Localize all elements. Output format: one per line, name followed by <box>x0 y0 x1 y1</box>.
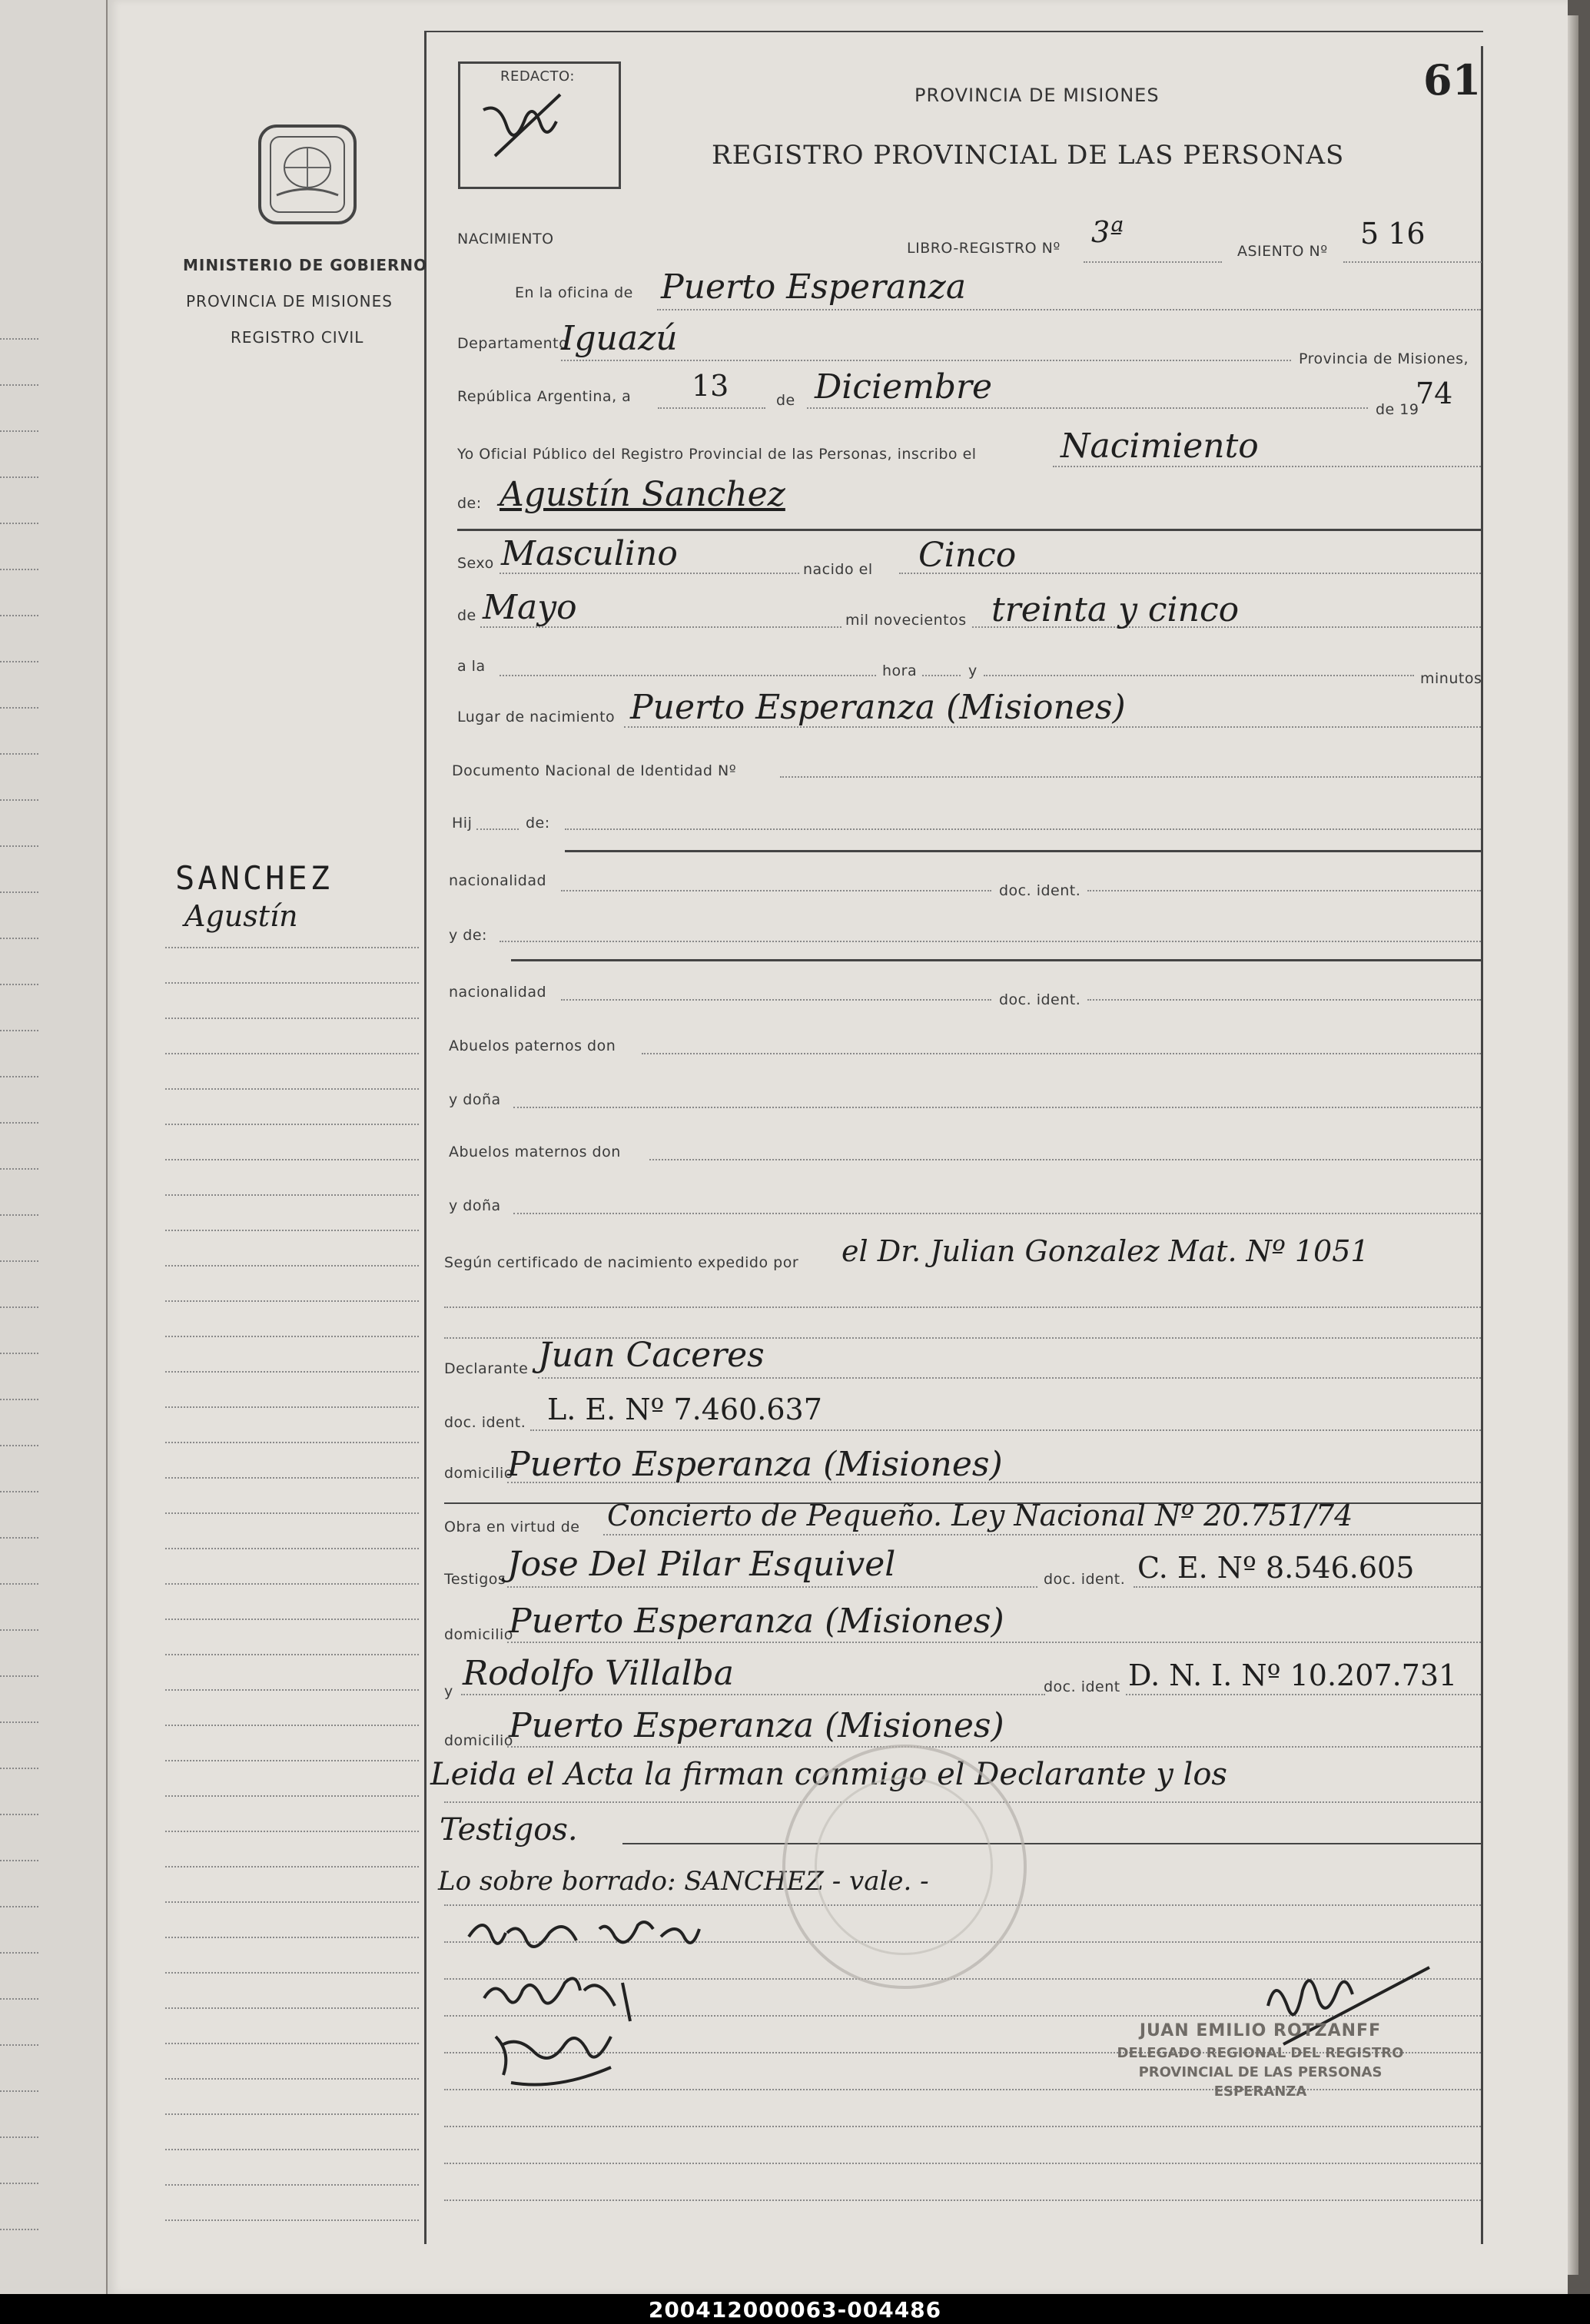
archive-id: 200412000063-004486 <box>648 2297 942 2322</box>
registry-round-stamp-inner <box>815 1777 993 1955</box>
t2-doc-value: D. N. I. Nº 10.207.731 <box>1128 1658 1458 1692</box>
decl-doc-value: L. E. Nº 7.460.637 <box>547 1393 822 1426</box>
declarante-value: Juan Caceres <box>538 1336 765 1375</box>
asiento-label: ASIENTO Nº <box>1237 243 1328 260</box>
parent2-line <box>511 959 1481 961</box>
ministry-province: PROVINCIA DE MISIONES <box>186 292 393 310</box>
oficial-text: Yo Oficial Público del Registro Provincial de las Personas, inscribo el <box>457 446 977 463</box>
year-label: de 19 <box>1376 401 1419 418</box>
abuelos-maternos-label: Abuelos maternos don <box>449 1144 621 1160</box>
top-border-line <box>424 31 1483 32</box>
lugar-label: Lugar de nacimiento <box>457 709 616 725</box>
previous-page <box>0 0 108 2294</box>
province-line: PROVINCIA DE MISIONES <box>914 85 1160 106</box>
stamp-line-4: ESPERANZA <box>1213 2083 1307 2100</box>
parent1-line <box>565 850 1481 852</box>
nombre-value: Agustín Sanchez <box>500 475 785 514</box>
margin-divider-line <box>424 31 427 2244</box>
hij-de-label: de: <box>526 815 550 832</box>
hora-label: hora <box>882 662 918 679</box>
mil-label: mil novecientos <box>845 612 967 629</box>
nacido-mes: Mayo <box>483 588 577 627</box>
sexo-value: Masculino <box>501 534 678 573</box>
certificado-label: Según certificado de nacimiento expedido por <box>444 1254 799 1271</box>
nacionalidad2-label: nacionalidad <box>449 984 547 1001</box>
closing-line-2: Testigos. <box>440 1812 578 1848</box>
obra-value: Concierto de Pequeño. Ley Nacional Nº 20.751/74 <box>607 1499 1353 1532</box>
archive-footer-bar <box>0 2294 1590 2324</box>
y2-label: y <box>444 1683 453 1700</box>
y-dona2-label: y doña <box>449 1197 501 1214</box>
registry-title: REGISTRO PROVINCIAL DE LAS PERSONAS <box>712 140 1345 171</box>
t2-doc-label: doc. ident <box>1044 1678 1120 1695</box>
dni-label: Documento Nacional de Identidad Nº <box>452 762 737 779</box>
doc-ident-label: doc. ident. <box>999 882 1081 899</box>
y-de-label: y de: <box>449 927 487 944</box>
declarante-signature <box>461 1906 815 1967</box>
t1-dom-label: domicilio <box>444 1626 513 1643</box>
nacido-dia: Cinco <box>918 536 1017 575</box>
declarante-label: Declarante <box>444 1360 529 1377</box>
provincia-suffix: Provincia de Misiones, <box>1299 350 1469 367</box>
libro-value: 3ª <box>1091 215 1124 249</box>
libro-label: LIBRO-REGISTRO Nº <box>907 240 1061 257</box>
record-type-label: NACIMIENTO <box>457 231 554 247</box>
province-seal-icon <box>254 121 361 227</box>
redacto-label: REDACTO: <box>500 68 575 85</box>
t1-dom-value: Puerto Esperanza (Misiones) <box>509 1602 1004 1641</box>
departamento-label: Departamento <box>457 335 569 352</box>
oficina-value: Puerto Esperanza <box>661 267 967 307</box>
ministry-title: MINISTERIO DE GOBIERNO <box>183 256 428 274</box>
closing-fill-line <box>622 1843 1481 1844</box>
asiento-value: 5 16 <box>1360 217 1426 251</box>
correction-note: Lo sobre borrado: SANCHEZ - vale. - <box>438 1866 929 1897</box>
dia-value: 13 <box>692 369 729 403</box>
ministry-registry: REGISTRO CIVIL <box>231 328 364 347</box>
abuelos-paternos-label: Abuelos paternos don <box>449 1038 616 1054</box>
doc-ident2-label: doc. ident. <box>999 991 1081 1008</box>
nacionalidad-label: nacionalidad <box>449 872 547 889</box>
lugar-value: Puerto Esperanza (Misiones) <box>630 688 1126 727</box>
de-label: de <box>776 392 795 409</box>
sexo-label: Sexo <box>457 555 494 572</box>
obra-label: Obra en virtud de <box>444 1519 580 1536</box>
nacido-anio: treinta y cinco <box>991 590 1240 629</box>
testigo2-signature <box>480 2014 672 2098</box>
nacido-label: nacido el <box>803 561 873 578</box>
minutos-label: minutos <box>1420 670 1482 687</box>
page-stack-edge <box>1568 15 1578 2275</box>
official-stamp <box>1068 2021 1452 2100</box>
margin-surname: SANCHEZ <box>175 859 334 897</box>
redacto-initial-signature <box>460 64 619 187</box>
stamp-line-2: DELEGADO REGIONAL DEL REGISTRO <box>1117 2045 1404 2061</box>
right-border-line <box>1481 46 1483 2244</box>
certificado-value: el Dr. Julian Gonzalez Mat. Nº 1051 <box>841 1234 1369 1268</box>
republica-label: República Argentina, a <box>457 388 632 405</box>
testigo1-value: Jose Del Pilar Esquivel <box>507 1545 896 1584</box>
margin-given-name: Agustín <box>184 899 298 933</box>
decl-dom-value: Puerto Esperanza (Misiones) <box>507 1445 1003 1484</box>
name-underline <box>457 529 1481 531</box>
de-nombre-label: de: <box>457 495 482 512</box>
t2-dom-value: Puerto Esperanza (Misiones) <box>509 1706 1004 1745</box>
page-number: 61 <box>1423 55 1482 105</box>
y-label: y <box>968 662 978 679</box>
testigo2-value: Rodolfo Villalba <box>463 1654 735 1693</box>
decl-doc-label: doc. ident. <box>444 1414 526 1431</box>
redacto-box <box>458 61 621 189</box>
t1-doc-label: doc. ident. <box>1044 1571 1126 1588</box>
de2-label: de <box>457 607 476 624</box>
hij-label: Hij <box>452 815 473 832</box>
mes-value: Diciembre <box>815 367 993 407</box>
acto-value: Nacimiento <box>1061 427 1259 466</box>
a-la-label: a la <box>457 658 486 675</box>
testigos-label: Testigos <box>444 1571 506 1588</box>
stamp-line-1: JUAN EMILIO ROTZANFF <box>1139 2021 1382 2040</box>
oficina-label: En la oficina de <box>515 284 633 301</box>
year-value: 74 <box>1416 377 1453 410</box>
departamento-value: Iguazú <box>561 319 678 358</box>
t2-dom-label: domicilio <box>444 1732 513 1749</box>
stamp-line-3: PROVINCIAL DE LAS PERSONAS <box>1138 2064 1383 2080</box>
decl-dom-label: domicilio <box>444 1465 513 1482</box>
t1-doc-value: C. E. Nº 8.546.605 <box>1137 1551 1415 1585</box>
y-dona-label: y doña <box>449 1091 501 1108</box>
closing-line-1: Leida el Acta la firman conmigo el Declarante y los <box>430 1757 1227 1792</box>
